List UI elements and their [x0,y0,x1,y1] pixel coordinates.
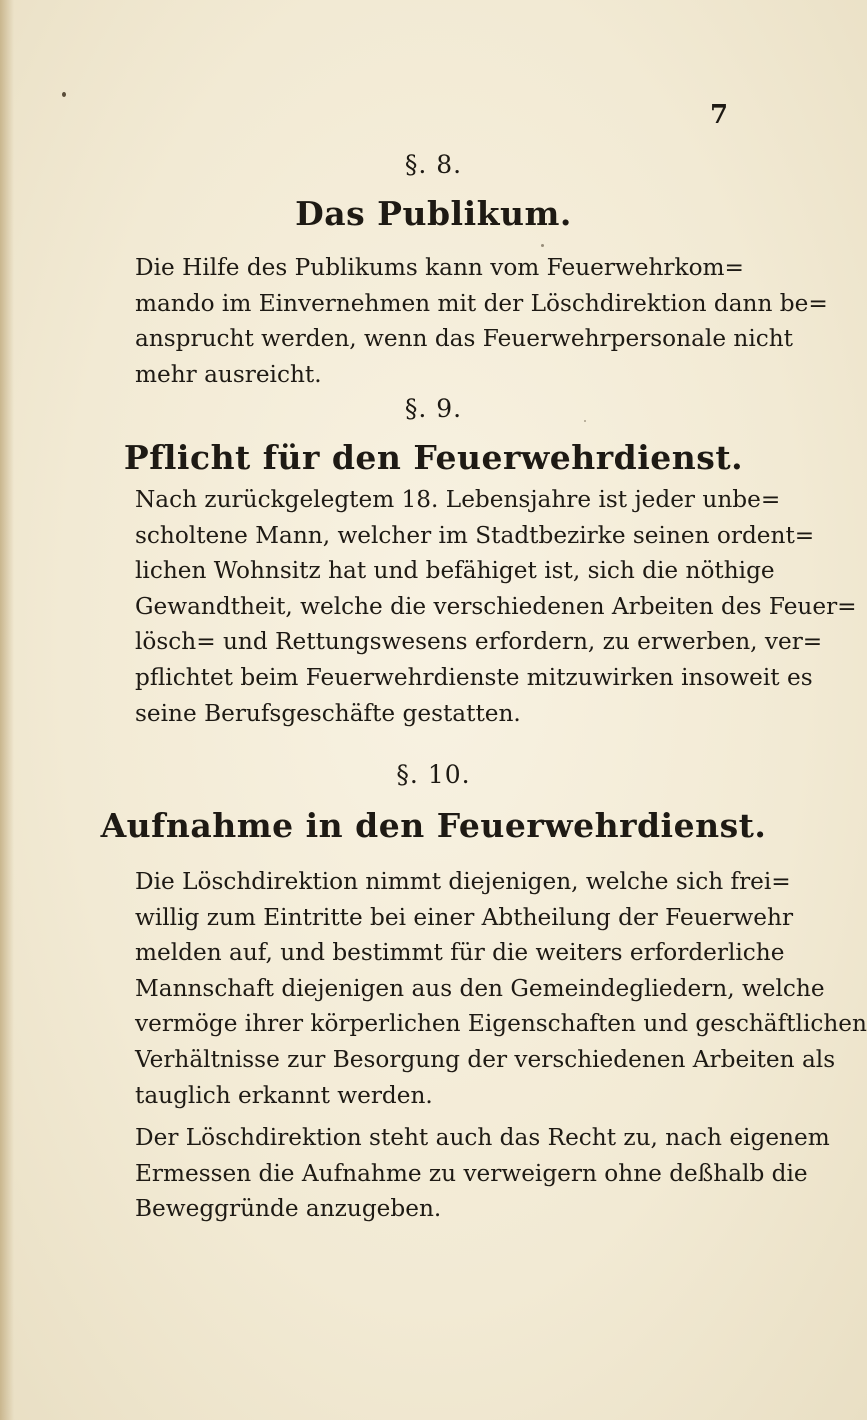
ink-speck [541,244,544,247]
text-line: mehr ausreicht. [135,360,322,388]
text-line: lösch= und Rettungswesens erfordern, zu erwerben, ver= [135,628,823,656]
text-line: melden auf, und bestimmt für die weiters erforderliche [135,939,785,967]
page-number: 7 [709,100,729,130]
text-line: vermöge ihrer körperlichen Eigenschaften und geschäftlichen [135,1010,867,1038]
text-line: lichen Wohnsitz hat und befähiget ist, sich die nöthige [135,557,775,585]
ink-speck [62,92,66,97]
text-line: Die Hilfe des Publikums kann vom Feuerwehrkom= [135,254,744,281]
paragraph-8-1 [135,250,828,392]
section-title-8: Das Publikum. [295,194,572,233]
text-line: tauglich erkannt werden. [135,1081,433,1109]
text-line: seine Berufsgeschäfte gestatten. [135,699,521,727]
section-title-9: Pflicht für den Feuerwehrdienst. [123,438,744,477]
text-line: pflichtet beim Feuerwehrdienste mitzuwirken insoweit es [135,663,813,691]
text-line: willig zum Eintritte bei einer Abtheilung der Feuerwehr [135,903,794,931]
section-title-10: Aufnahme in den Feuerwehrdienst. [100,806,767,845]
text-line: Mannschaft diejenigen aus den Gemeindegliedern, welche [135,974,825,1002]
section-number-10: §. 10. [396,760,471,789]
text-line: Verhältnisse zur Besorgung der verschiedenen Arbeiten als [135,1045,836,1073]
section-number-8: §. 8. [404,150,463,179]
text-line: Nach zurückgelegtem 18. Lebensjahre ist jeder unbe= [135,486,781,513]
text-line: Ermessen die Aufnahme zu verweigern ohne deßhalb die [135,1159,808,1187]
text-line: mando im Einvernehmen mit der Löschdirektion dann be= [135,289,828,317]
paragraph-9-1 [135,482,857,731]
paragraph-10-2 [135,1120,830,1227]
text-line: Gewandtheit, welche die verschiedenen Arbeiten des Feuer= [135,592,857,620]
text-line: Der Löschdirektion steht auch das Recht zu, nach eigenem [135,1124,830,1151]
paragraph-10-1 [135,864,867,1113]
text-line: scholtene Mann, welcher im Stadtbezirke seinen ordent= [135,521,815,549]
section-number-9: §. 9. [404,394,463,423]
text-line: Beweggründe anzugeben. [135,1195,442,1223]
text-line: Die Löschdirektion nimmt diejenigen, welche sich frei= [135,868,791,895]
text-line: ansprucht werden, wenn das Feuerwehrpersonale nicht [135,325,794,353]
